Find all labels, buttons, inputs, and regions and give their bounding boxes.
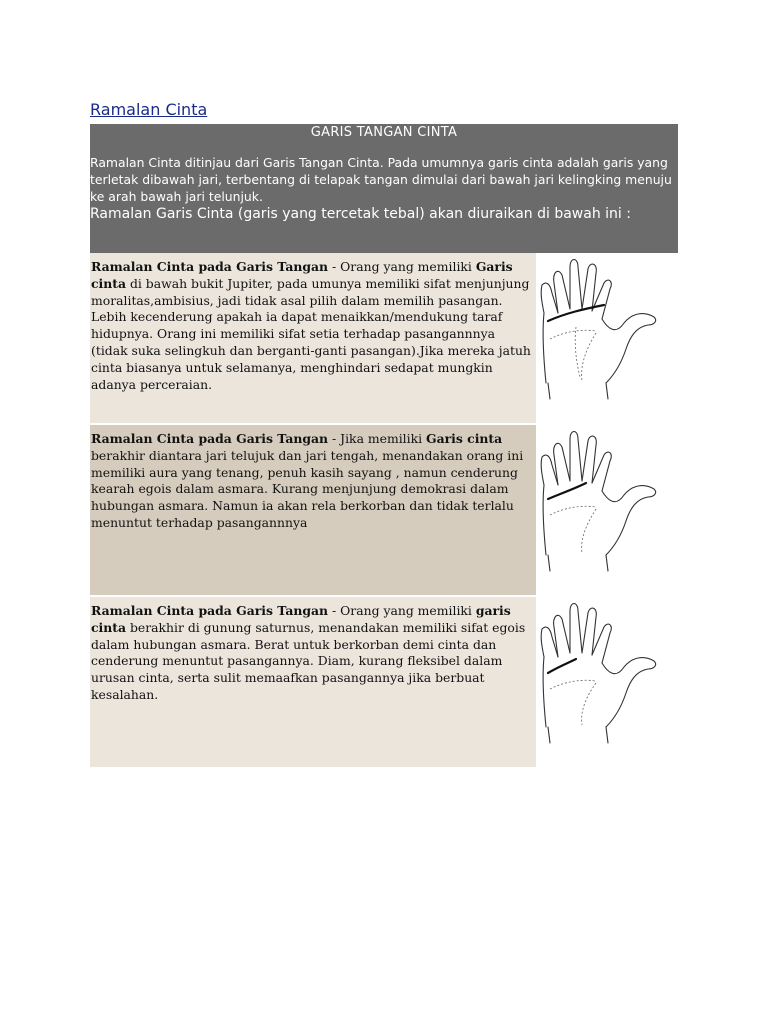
row-body: di bawah bukit Jupiter, pada umunya memiliki sifat menjunjung moralitas,ambisius, jadi tidak asal pilih dalam memilih pasangan. Lebih kecenderung apakah ia dapat menaikkan/mendukung taraf hidupnya. Orang ini memiliki sifat setia terhadap pasangannnya (tidak suka selingkuh dan berganti-ganti pasangan).Jika mereka jatuh cinta biasanya untuk selamanya, menghindari sedapat mungkin adanya perceraian. <box>91 275 531 392</box>
row-lead: Ramalan Cinta pada Garis Tangan <box>91 603 329 618</box>
row-body: berakhir diantara jari telujuk dan jari tengah, menandakan orang ini memiliki aura yang tenang, penuh kasih sayang , namun cenderung kearah egois dalam asmara. Kurang menjunjung demokrasi dalam hubungan asmara. Namun ia akan rela berkorban dan tidak terlalu menuntut terhadap pasangannnya <box>91 447 524 530</box>
hand-illustration-2 <box>536 425 678 595</box>
row-text <box>90 253 536 423</box>
love-line-row-2 <box>90 425 678 595</box>
love-line-row-3 <box>90 597 678 767</box>
row-separator: - Jika memiliki <box>328 431 427 446</box>
palm-hand-icon <box>536 425 678 575</box>
row-separator: - Orang yang memiliki <box>328 603 476 618</box>
header-instruction-paragraph: Ramalan Garis Cinta (garis yang tercetak tebal) akan diuraikan di bawah ini : <box>90 206 631 222</box>
title-link[interactable]: Ramalan Cinta <box>90 100 208 119</box>
hand-illustration-1 <box>536 253 678 423</box>
row-term: Garis cinta <box>91 259 513 291</box>
hand-illustration-3 <box>536 597 678 767</box>
header-title: GARIS TANGAN CINTA <box>310 125 458 140</box>
row-text <box>90 425 536 595</box>
row-term: Garis cinta <box>426 431 503 446</box>
header-block <box>90 124 678 253</box>
row-text <box>90 597 536 767</box>
palm-hand-icon <box>536 597 678 747</box>
row-lead: Ramalan Cinta pada Garis Tangan <box>91 431 329 446</box>
row-lead: Ramalan Cinta pada Garis Tangan <box>91 259 329 274</box>
row-body: berakhir di gunung saturnus, menandakan memiliki sifat egois dalam hubungan asmara. Berat untuk berkorban demi cinta dan cenderung menuntut pasangannya. Diam, kurang fleksibel dalam urusan cinta, serta sulit memaafkan pasangannya jika berbuat kesalahan. <box>91 619 526 702</box>
row-separator: - Orang yang memiliki <box>328 259 476 274</box>
row-term: garis cinta <box>91 603 511 635</box>
love-line-row-1 <box>90 253 678 423</box>
palm-hand-icon <box>536 253 678 403</box>
header-intro-paragraph: Ramalan Cinta ditinjau dari Garis Tangan Cinta. Pada umumnya garis cinta adalah garis yang terletak dibawah jari, terbentang di telapak tangan dimulai dari bawah jari kelingking menuju ke arah bawah jari telunjuk. <box>90 155 672 204</box>
